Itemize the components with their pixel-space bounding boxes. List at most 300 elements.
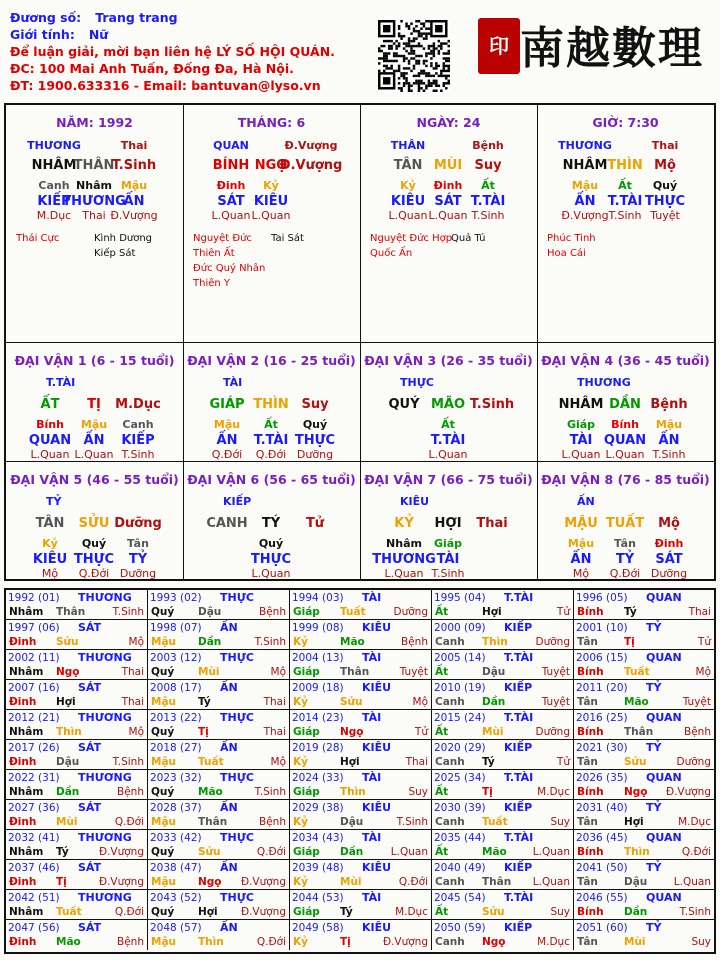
year-branch: Tuất — [482, 816, 508, 828]
year-label: 2021 (30) — [576, 742, 628, 754]
star-item: Kình Dương — [94, 233, 153, 244]
year-god: SÁT — [78, 741, 102, 754]
year-cell — [432, 620, 574, 650]
year-stem: Mậu — [151, 636, 177, 648]
luck-stages-2: Dưỡng — [650, 567, 688, 580]
year-branch: Sửu — [198, 846, 221, 858]
year-branch: Thìn — [482, 636, 508, 648]
luck-hidden-0: Mậu — [213, 418, 241, 431]
luck-stages-2: Dưỡng — [119, 567, 157, 580]
year-branch: Sửu — [56, 636, 79, 648]
year-stem: Canh — [435, 936, 465, 948]
luck-main-0: MẬU — [564, 516, 598, 531]
year-branch: Thân — [340, 666, 370, 678]
luck-main-1: DẦN — [609, 397, 641, 412]
year-branch: Tuất — [198, 756, 224, 768]
year-stem: Bính — [577, 786, 604, 798]
luck-stages-2: T.Sinh — [652, 448, 686, 461]
year-god: SÁT — [78, 921, 102, 934]
pillar-gods-0: SÁT — [217, 194, 245, 209]
year-stem: Canh — [435, 696, 465, 708]
year-cell — [290, 800, 432, 830]
year-god: SÁT — [78, 861, 102, 874]
year-branch: Dần — [624, 906, 648, 918]
year-stem: Ất — [435, 906, 449, 918]
pillar-gods-2: T.TÀI — [470, 194, 506, 209]
luck-gods-1: TỶ — [615, 552, 635, 567]
year-branch: Hợi — [624, 816, 644, 828]
year-stem: Nhâm — [9, 606, 44, 618]
year-stage: L.Quan — [390, 846, 428, 858]
year-cell — [432, 920, 574, 950]
luck-main-2: M.Dục — [115, 397, 161, 412]
year-cell — [574, 740, 714, 770]
year-cell — [432, 800, 574, 830]
year-god: T.TÀI — [504, 651, 534, 664]
pillar-hidden-1: Đinh — [433, 179, 463, 192]
year-branch: Dần — [56, 786, 80, 798]
year-branch: Mùi — [482, 726, 504, 738]
luck-gods-0: THƯƠNG — [372, 552, 436, 567]
header-line — [10, 27, 108, 42]
year-branch: Thân — [198, 816, 228, 828]
year-cell — [148, 770, 290, 800]
year-stem: Bính — [577, 606, 604, 618]
year-label: 2002 (11) — [8, 652, 60, 664]
luck-stages-2: Dưỡng — [296, 448, 334, 461]
pillar-top-0: THƯƠNG — [558, 139, 612, 152]
year-stage: Q.Đới — [114, 816, 144, 828]
luck-stages-0: L.Quan — [384, 567, 424, 580]
pillar-hidden-2: Quý — [652, 179, 678, 192]
year-stage: T.Sinh — [254, 636, 286, 648]
year-stem: Canh — [435, 816, 465, 828]
year-cell — [148, 890, 290, 920]
year-stem: Tân — [577, 876, 598, 888]
luck-main-0: TÂN — [35, 516, 65, 531]
pillar-title: NGÀY: 24 — [416, 115, 481, 130]
luck-gods-1: ẤN — [83, 433, 105, 448]
pillar-hidden-2: Mậu — [120, 179, 148, 192]
year-stem: Tân — [577, 936, 598, 948]
pillar-title: GIỜ: 7:30 — [592, 115, 659, 130]
year-stage: T.Sinh — [396, 816, 428, 828]
pillar-hidden-1: Ất — [618, 179, 632, 192]
year-branch: Tị — [624, 636, 635, 648]
year-branch: Dậu — [56, 756, 80, 768]
luck-hidden-1: Ất — [264, 418, 278, 431]
year-stage: M.Dục — [537, 786, 570, 798]
year-stem: Ất — [435, 846, 449, 858]
year-stage: Suy — [550, 816, 570, 828]
star-item: Tai Sát — [271, 233, 304, 244]
year-god: TỶ — [646, 741, 662, 754]
year-stage: Tuyệt — [682, 696, 711, 708]
year-stem: Tân — [577, 696, 598, 708]
pillar-hidden-2: Ất — [481, 179, 495, 192]
pillar-title: NĂM: 1992 — [56, 115, 133, 130]
year-god: KIẾP — [504, 621, 533, 634]
year-stage: Bệnh — [259, 606, 286, 618]
luck-god: THỰC — [400, 376, 434, 389]
year-cell — [148, 920, 290, 950]
year-cell — [148, 590, 290, 620]
year-stage: Tuyệt — [541, 696, 570, 708]
pillar-hidden-0: Đinh — [216, 179, 246, 192]
star-item: Quốc Ấn — [370, 248, 413, 259]
year-label: 2036 (45) — [576, 832, 628, 844]
pillar-stages-0: L.Quan — [388, 209, 428, 222]
year-stage: L.Quan — [673, 876, 711, 888]
year-branch: Ngọ — [624, 786, 648, 798]
pillar-main-2: Đ.Vượng — [279, 158, 343, 173]
year-cell — [148, 800, 290, 830]
year-god: T.TÀI — [504, 771, 534, 784]
pillar-hidden-0: Mậu — [571, 179, 599, 192]
pillar-main-1: MÙI — [433, 158, 463, 173]
year-label: 2019 (28) — [292, 742, 344, 754]
pillar-gods-1: THƯƠNG — [62, 194, 126, 209]
year-stage: Q.Đới — [398, 876, 428, 888]
year-stage: Suy — [550, 906, 570, 918]
year-label: 2042 (51) — [8, 892, 60, 904]
year-label: 2001 (10) — [576, 622, 628, 634]
year-cell — [290, 890, 432, 920]
luck-god: TỶ — [46, 495, 62, 508]
year-branch: Thìn — [56, 726, 82, 738]
luck-hidden-1: Tân — [614, 537, 636, 550]
year-stage: M.Dục — [678, 816, 711, 828]
year-god: THỰC — [220, 831, 254, 844]
year-cell — [290, 770, 432, 800]
year-cell — [290, 740, 432, 770]
luck-main-1: HỢI — [434, 516, 462, 531]
star-item: Phúc Tinh — [547, 233, 596, 244]
year-label: 2016 (25) — [576, 712, 628, 724]
year-stem: Mậu — [151, 936, 177, 948]
year-label: 1994 (03) — [292, 592, 344, 604]
year-god: QUAN — [646, 591, 682, 604]
year-cell — [574, 650, 714, 680]
year-branch: Tị — [198, 726, 209, 738]
luck-pillar-6 — [360, 462, 538, 581]
luck-gods-0: ẤN — [216, 433, 238, 448]
luck-gods-0: ẤN — [570, 552, 592, 567]
luck-title: ĐẠI VẬN 5 (46 - 55 tuổi) — [10, 472, 179, 487]
year-cell — [432, 650, 574, 680]
year-stem: Quý — [151, 846, 175, 858]
year-stem: Mậu — [151, 876, 177, 888]
year-label: 2015 (24) — [434, 712, 486, 724]
luck-god: KIẾP — [223, 495, 252, 508]
luck-main-1: TÝ — [261, 516, 281, 531]
year-stage: L.Quan — [532, 876, 570, 888]
year-branch: Mão — [198, 786, 223, 798]
year-stage: Suy — [408, 786, 428, 798]
year-cell — [574, 620, 714, 650]
year-branch: Thân — [482, 876, 512, 888]
year-stem: Nhâm — [9, 906, 44, 918]
year-stem: Giáp — [293, 726, 320, 738]
pillar-stages-2: T.Sinh — [471, 209, 505, 222]
year-god: QUAN — [646, 891, 682, 904]
year-stem: Ất — [435, 726, 449, 738]
year-branch: Hợi — [56, 696, 76, 708]
luck-stages-1: T.Sinh — [431, 567, 465, 580]
year-label: 2026 (35) — [576, 772, 628, 784]
year-label: 2004 (13) — [292, 652, 344, 664]
year-god: KIẾP — [504, 681, 533, 694]
year-stage: Dưỡng — [676, 756, 711, 768]
year-cell — [574, 830, 714, 860]
luck-hidden-0: Nhâm — [386, 537, 422, 550]
year-cell — [432, 740, 574, 770]
year-stage: Tử — [414, 726, 428, 738]
year-cell — [432, 770, 574, 800]
luck-stages-0: Mộ — [41, 567, 59, 580]
luck-hidden-1: Bính — [611, 418, 639, 431]
luck-gods-2: THỰC — [294, 433, 336, 448]
pillar-top-0: QUAN — [213, 139, 249, 152]
year-label: 2013 (22) — [150, 712, 202, 724]
luck-pillar-1 — [183, 343, 361, 462]
luck-god: ẤN — [577, 495, 595, 508]
year-god: ẤN — [220, 861, 238, 874]
year-god: THỰC — [220, 891, 254, 904]
year-stem: Kỷ — [293, 696, 308, 708]
year-label: 2000 (09) — [434, 622, 486, 634]
year-god: THỰC — [220, 591, 254, 604]
year-stem: Giáp — [293, 906, 320, 918]
year-branch: Ngọ — [56, 666, 80, 678]
year-god: TỶ — [646, 621, 662, 634]
luck-hidden-1: Quý — [81, 537, 107, 550]
pillar-main-0: NHÂM — [562, 158, 608, 173]
year-label: 1995 (04) — [434, 592, 486, 604]
year-label: 1996 (05) — [576, 592, 628, 604]
year-god: SÁT — [78, 801, 102, 814]
star-item: Thiên Ất — [193, 248, 235, 259]
pillar-gods-0: KIÊU — [390, 194, 426, 209]
year-cell — [432, 590, 574, 620]
luck-main-2: Bệnh — [650, 397, 688, 412]
year-god: THƯƠNG — [78, 831, 132, 844]
year-stem: Đinh — [9, 936, 37, 948]
year-branch: Mão — [56, 936, 81, 948]
pillar-main-1: NGỌ — [254, 158, 288, 173]
year-god: T.TÀI — [504, 831, 534, 844]
year-label: 2023 (32) — [150, 772, 202, 784]
year-stage: Thai — [263, 696, 286, 708]
year-stem: Bính — [577, 726, 604, 738]
year-stage: Dưỡng — [535, 726, 570, 738]
year-god: T.TÀI — [504, 711, 534, 724]
year-label: 2050 (59) — [434, 922, 486, 934]
year-stem: Canh — [435, 876, 465, 888]
year-stem: Tân — [577, 816, 598, 828]
header-line-value: Trang trang — [95, 10, 178, 25]
year-label: 1998 (07) — [150, 622, 202, 634]
year-cell — [6, 740, 148, 770]
header-line-label: Đương số: — [10, 10, 82, 25]
year-god: TÀI — [362, 711, 382, 724]
year-stem: Bính — [577, 666, 604, 678]
year-label: 2018 (27) — [150, 742, 202, 754]
year-cell — [6, 710, 148, 740]
year-branch: Tý — [56, 846, 69, 858]
year-cell — [574, 920, 714, 950]
year-god: KIẾP — [504, 861, 533, 874]
pillar-top-2: Đ.Vượng — [284, 139, 338, 152]
year-label: 2012 (21) — [8, 712, 60, 724]
luck-main-2: Mộ — [658, 516, 680, 531]
year-god: ẤN — [220, 681, 238, 694]
year-stage: Dưỡng — [393, 606, 428, 618]
year-cell — [432, 710, 574, 740]
luck-title: ĐẠI VẬN 3 (26 - 35 tuổi) — [364, 353, 533, 368]
year-cell — [432, 890, 574, 920]
pillar-2 — [360, 105, 538, 343]
year-stem: Giáp — [293, 786, 320, 798]
luck-main-2: Dưỡng — [114, 516, 162, 531]
luck-hidden-1: Giáp — [433, 537, 463, 550]
pillar-gods-2: ẤN — [123, 194, 145, 209]
year-god: KIẾP — [504, 921, 533, 934]
year-cell — [290, 650, 432, 680]
year-god: KIÊU — [362, 621, 392, 634]
year-stage: T.Sinh — [679, 906, 711, 918]
year-cell — [574, 890, 714, 920]
year-god: QUAN — [646, 771, 682, 784]
year-cell — [290, 620, 432, 650]
seal-logo: 印 — [478, 18, 520, 74]
year-label: 2033 (42) — [150, 832, 202, 844]
luck-pillar-0 — [6, 343, 184, 462]
luck-pillar-5 — [183, 462, 361, 581]
year-stem: Nhâm — [9, 846, 44, 858]
year-branch: Ngọ — [198, 876, 222, 888]
pillar-stages-0: Đ.Vượng — [561, 209, 609, 222]
luck-stages-1: Q.Đới — [609, 567, 641, 580]
year-branch: Tý — [482, 756, 495, 768]
luck-hidden-0: Bính — [36, 418, 64, 431]
pillar-title: THÁNG: 6 — [237, 115, 306, 130]
pillar-gods-1: T.TÀI — [607, 194, 643, 209]
year-stem: Tân — [577, 636, 598, 648]
luck-gods-1: QUAN — [603, 433, 647, 448]
year-branch: Dậu — [340, 816, 364, 828]
star-item: Hoa Cái — [547, 248, 586, 259]
year-stage: Bệnh — [259, 816, 286, 828]
year-god: SÁT — [78, 681, 102, 694]
luck-stages-1: L.Quan — [251, 567, 291, 580]
year-god: T.TÀI — [504, 891, 534, 904]
year-label: 2048 (57) — [150, 922, 202, 934]
year-stage: Tử — [697, 636, 711, 648]
year-stem: Canh — [435, 636, 465, 648]
luck-hidden-0: Giáp — [566, 418, 596, 431]
luck-stages-1: L.Quan — [74, 448, 114, 461]
year-label: 2044 (53) — [292, 892, 344, 904]
year-god: THỰC — [220, 771, 254, 784]
year-god: THƯƠNG — [78, 651, 132, 664]
year-branch: Mùi — [340, 876, 362, 888]
year-branch: Dần — [340, 846, 364, 858]
year-cell — [148, 830, 290, 860]
year-label: 2003 (12) — [150, 652, 202, 664]
header-line-label: ĐC: 100 Mai Anh Tuấn, Đống Đa, Hà Nội. — [10, 61, 294, 76]
year-branch: Dậu — [624, 876, 648, 888]
year-god: TỶ — [646, 861, 662, 874]
pillar-main-2: T.Sinh — [111, 158, 157, 173]
year-stage: Mộ — [128, 726, 144, 738]
year-cell — [6, 830, 148, 860]
year-label: 2032 (41) — [8, 832, 60, 844]
year-stem: Mậu — [151, 696, 177, 708]
star-item: Quả Tú — [451, 233, 486, 244]
year-stage: Đ.Vượng — [240, 876, 286, 888]
luck-main-1: THÌN — [253, 397, 289, 412]
year-cell — [574, 710, 714, 740]
luck-hidden-2: Quý — [302, 418, 328, 431]
year-cell — [148, 650, 290, 680]
year-cell — [574, 800, 714, 830]
year-branch: Tuất — [56, 906, 82, 918]
year-god: KIẾP — [504, 801, 533, 814]
pillar-1 — [183, 105, 361, 343]
year-god: SÁT — [78, 621, 102, 634]
luck-gods-1: THỰC — [73, 552, 115, 567]
year-label: 2011 (20) — [576, 682, 628, 694]
luck-stages-0: Mộ — [572, 567, 590, 580]
year-stem: Quý — [151, 666, 175, 678]
year-stage: Mộ — [270, 666, 286, 678]
header-line — [10, 44, 335, 59]
year-god: TÀI — [362, 771, 382, 784]
year-stem: Đinh — [9, 636, 37, 648]
luck-main-0: CANH — [206, 516, 248, 531]
year-branch: Dậu — [482, 666, 506, 678]
pillar-top-2: Thai — [120, 139, 148, 152]
year-stage: Thai — [121, 666, 144, 678]
pillar-top-2: Bệnh — [472, 139, 504, 152]
luck-stages-1: L.Quan — [428, 448, 468, 461]
year-branch: Hợi — [198, 906, 218, 918]
year-label: 2049 (58) — [292, 922, 344, 934]
luck-hidden-1: Quý — [258, 537, 284, 550]
star-item: Thái Cực — [16, 233, 60, 244]
pillar-main-1: THÌN — [607, 158, 643, 173]
year-stem: Mậu — [151, 816, 177, 828]
year-stem: Tân — [577, 756, 598, 768]
year-stem: Kỷ — [293, 636, 308, 648]
header-line-label: Giới tính: — [10, 27, 75, 42]
luck-stages-1: L.Quan — [605, 448, 645, 461]
pillar-gods-1: KIÊU — [253, 194, 289, 209]
year-cell — [148, 740, 290, 770]
luck-stages-2: T.Sinh — [121, 448, 155, 461]
year-stage: Thai — [688, 606, 711, 618]
star-item: Kiếp Sát — [94, 248, 136, 259]
year-cell — [290, 920, 432, 950]
luck-stages-0: Q.Đới — [211, 448, 243, 461]
luck-stages-1: Q.Đới — [255, 448, 287, 461]
year-cell — [574, 770, 714, 800]
year-cell — [148, 860, 290, 890]
star-item: Nguyệt Đức — [193, 233, 252, 244]
year-branch: Mùi — [56, 816, 78, 828]
year-stem: Ất — [435, 606, 449, 618]
